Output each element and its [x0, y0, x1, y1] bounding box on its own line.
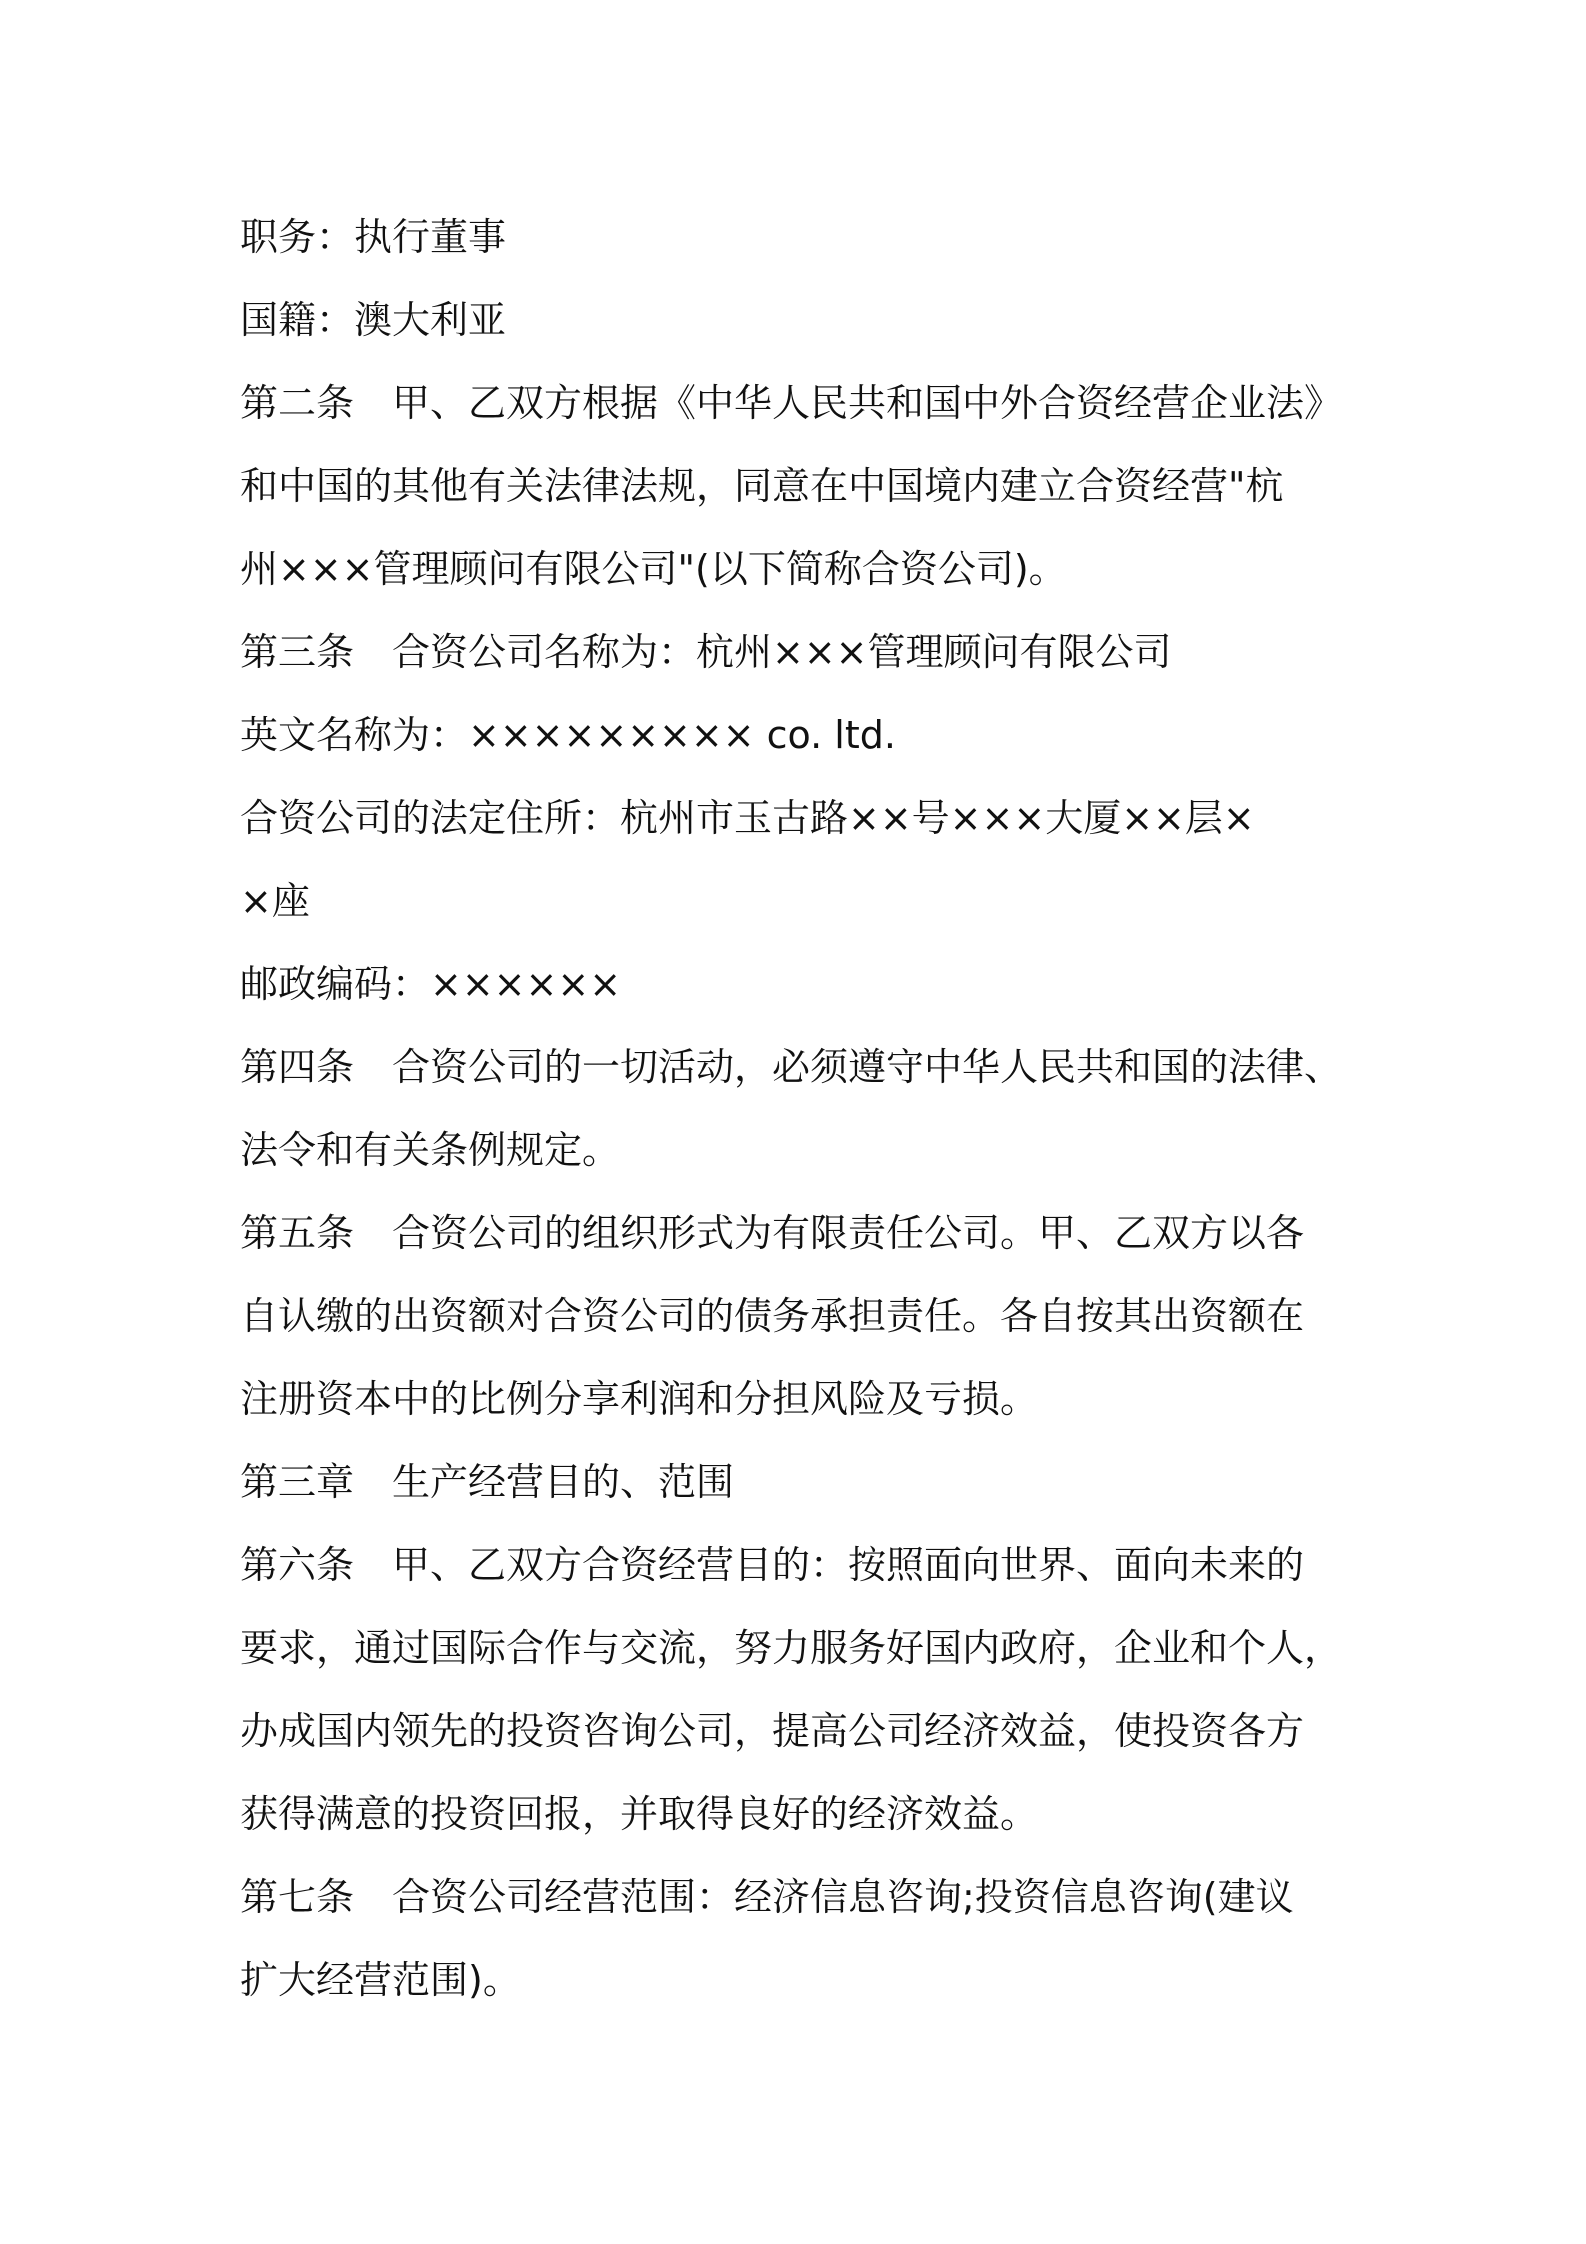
article-6-line-1: 第六条 甲、乙双方合资经营目的：按照面向世界、面向未来的 [240, 1543, 1305, 1587]
text-line-position: 职务：执行董事 [240, 215, 507, 259]
article-3-line-1: 第三条 合资公司名称为：杭州×××管理顾问有限公司 [240, 630, 1172, 674]
article-7-line-2: 扩大经营范围)。 [240, 1958, 521, 2002]
article-5-line-1: 第五条 合资公司的组织形式为有限责任公司。甲、乙双方以各 [240, 1211, 1305, 1255]
text-line-nationality: 国籍：澳大利亚 [240, 298, 507, 342]
postal-code-line: 邮政编码：×××××× [240, 962, 622, 1006]
article-6-line-3: 办成国内领先的投资咨询公司，提高公司经济效益，使投资各方 [240, 1709, 1305, 1753]
article-2-line-2: 和中国的其他有关法律法规，同意在中国境内建立合资经营"杭 [240, 464, 1284, 508]
english-name-line: 英文名称为：××××××××× co. ltd. [240, 713, 896, 757]
chapter-3-heading: 第三章 生产经营目的、范围 [240, 1460, 735, 1504]
document-body [240, 196, 1360, 2022]
article-2-line-3: 州×××管理顾问有限公司"(以下简称合资公司)。 [240, 547, 1067, 591]
article-5-line-2: 自认缴的出资额对合资公司的债务承担责任。各自按其出资额在 [240, 1294, 1305, 1338]
article-4-line-1: 第四条 合资公司的一切活动，必须遵守中华人民共和国的法律、 [240, 1045, 1343, 1089]
article-7-line-1: 第七条 合资公司经营范围：经济信息咨询;投资信息咨询(建议 [240, 1875, 1294, 1919]
article-2-line-1: 第二条 甲、乙双方根据《中华人民共和国中外合资经营企业法》 [240, 381, 1343, 425]
article-4-line-2: 法令和有关条例规定。 [240, 1128, 621, 1172]
article-5-line-3: 注册资本中的比例分享利润和分担风险及亏损。 [240, 1377, 1039, 1421]
article-6-line-2: 要求，通过国际合作与交流，努力服务好国内政府，企业和个人， [240, 1626, 1343, 1670]
article-6-line-4: 获得满意的投资回报，并取得良好的经济效益。 [240, 1792, 1039, 1836]
legal-address-line-1: 合资公司的法定住所：杭州市玉古路××号×××大厦××层× [240, 796, 1255, 840]
legal-address-line-2: ×座 [240, 879, 310, 923]
